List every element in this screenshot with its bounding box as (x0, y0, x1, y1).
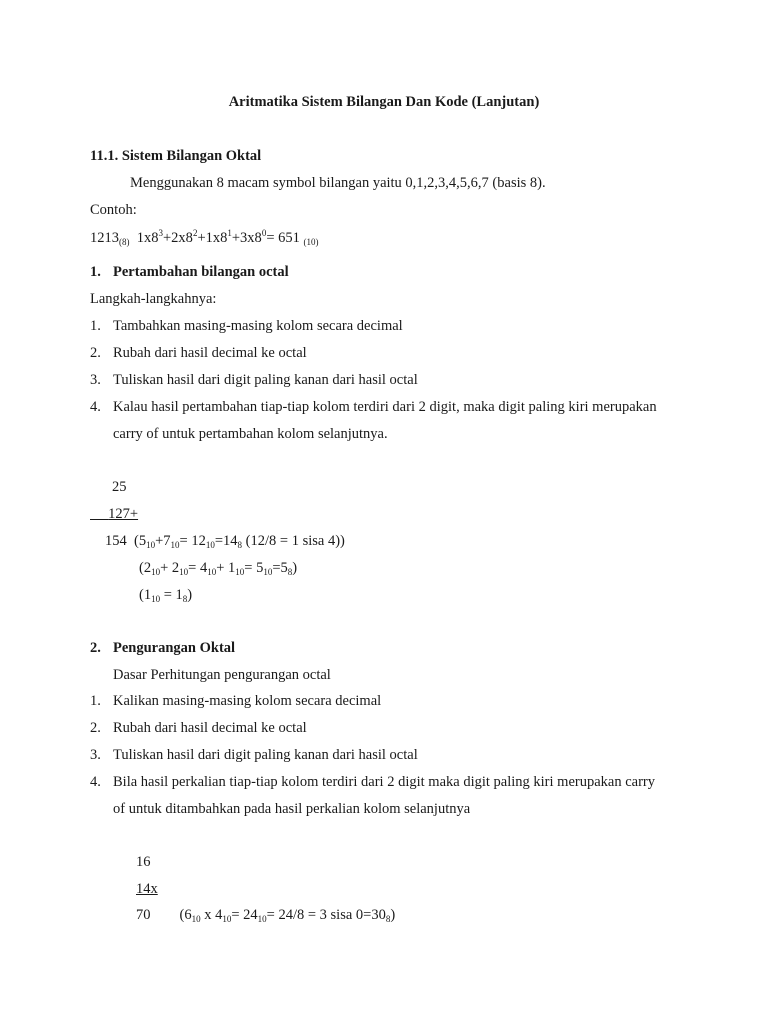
formula-term-3: +1x8 (197, 230, 228, 246)
page-title: Aritmatika Sistem Bilangan Dan Kode (Lanjutan) (228, 94, 540, 110)
subtraction-step (90, 746, 418, 764)
subtraction-heading (90, 639, 235, 657)
addition-operand-bottom-text: 127+ (108, 506, 139, 522)
calc-text: = 24 (231, 907, 258, 923)
formula-equals: = 651 (266, 230, 300, 246)
calc-sub: 10 (257, 914, 267, 924)
calc-sub: 10 (170, 540, 180, 550)
formula-term-1: 1x8 (136, 230, 159, 246)
calc-sub: 10 (151, 567, 161, 577)
example-label: Contoh: (90, 202, 137, 218)
step-number: 3. (90, 747, 101, 763)
step-text: Tambahkan masing-masing kolom secara decimal (113, 318, 403, 334)
formula-exp-3: 1 (227, 228, 232, 238)
step-number: 4. (90, 774, 101, 790)
formula-exp-1: 3 (158, 228, 163, 238)
subtraction-step-continuation: of untuk ditambahkan pada hasil perkalian kolom selanjutnya (113, 801, 471, 817)
calc-sub: 10 (151, 594, 161, 604)
calc-text: + 2 (160, 560, 180, 576)
calc-text: ) (390, 907, 396, 923)
addition-operand-top: 25 (112, 479, 127, 495)
calc-text: ) (187, 587, 193, 603)
calc-sub: 10 (263, 567, 273, 577)
calc-text: (12/8 = 1 sisa 4)) (245, 533, 345, 549)
calc-text: =14 (214, 533, 238, 549)
subtraction-result-line (136, 906, 395, 924)
calc-text: = 24/8 = 3 sisa 0=30 (266, 907, 386, 923)
calc-text: (5 (134, 533, 147, 549)
addition-result: 154 (105, 533, 127, 549)
section-heading: 11.1. Sistem Bilangan Oktal (90, 148, 262, 164)
calc-sub: 8 (182, 594, 188, 604)
calc-sub: 8 (237, 540, 243, 550)
step-number: 1. (90, 693, 101, 709)
addition-operand-bottom (90, 505, 138, 523)
calc-text: = 1 (163, 587, 183, 603)
formula-term-2: +2x8 (163, 230, 193, 246)
addition-calc-2 (139, 559, 297, 577)
addition-heading (90, 263, 289, 281)
step-text: Rubah dari hasil decimal ke octal (113, 720, 307, 736)
addition-title: Pertambahan bilangan octal (113, 264, 289, 280)
addition-step (90, 344, 307, 362)
step-number: 2. (90, 345, 101, 361)
calc-text: (6 (179, 907, 192, 923)
step-text: Tuliskan hasil dari digit paling kanan dari hasil octal (113, 747, 418, 763)
step-text: Tuliskan hasil dari digit paling kanan dari hasil octal (113, 372, 418, 388)
addition-step (90, 317, 403, 335)
calc-text: + 1 (216, 560, 236, 576)
formula-term-4: +3x8 (231, 230, 262, 246)
calc-text: (2 (139, 560, 152, 576)
calc-text: ) (292, 560, 298, 576)
calc-text: = 12 (179, 533, 206, 549)
calc-sub: 8 (287, 567, 293, 577)
subtraction-step (90, 719, 307, 737)
intro-paragraph: Menggunakan 8 macam symbol bilangan yaitu 0,1,2,3,4,5,6,7 (basis 8). (130, 175, 546, 191)
subtraction-number: 2. (90, 640, 101, 656)
calc-sub: 10 (222, 914, 232, 924)
addition-step (90, 398, 657, 416)
calc-text: (1 (139, 587, 152, 603)
step-text: Rubah dari hasil decimal ke octal (113, 345, 307, 361)
calc-sub: 8 (385, 914, 391, 924)
step-number: 4. (90, 399, 101, 415)
calc-text: = 5 (244, 560, 264, 576)
calc-sub: 10 (235, 567, 245, 577)
formula-rhs-base: (10) (303, 237, 319, 247)
subtraction-basis: Dasar Perhitungan pengurangan octal (113, 667, 331, 683)
subtraction-operand-bottom: 14x (136, 881, 158, 897)
calc-sub: 10 (205, 540, 215, 550)
calc-text: =5 (272, 560, 288, 576)
addition-calc-3 (139, 586, 192, 604)
addition-number: 1. (90, 264, 101, 280)
step-text: Kalikan masing-masing kolom secara decimal (113, 693, 382, 709)
step-text: Bila hasil perkalian tiap-tiap kolom terdiri dari 2 digit maka digit paling kiri merupakan carry (113, 774, 655, 790)
formula-exp-2: 2 (192, 228, 198, 238)
step-text: Kalau hasil pertambahan tiap-tiap kolom terdiri dari 2 digit, maka digit paling kiri merupakan (113, 399, 657, 415)
formula-lhs-base: (8) (119, 237, 130, 247)
subtraction-step (90, 773, 655, 791)
calc-text: = 4 (188, 560, 208, 576)
formula-lhs: 1213 (90, 230, 119, 246)
calc-sub: 10 (207, 567, 217, 577)
calc-sub: 10 (146, 540, 156, 550)
subtraction-result: 70 (136, 907, 151, 923)
addition-result-line (105, 532, 345, 550)
subtraction-step (90, 692, 381, 710)
calc-text: x 4 (204, 907, 223, 923)
step-number: 3. (90, 372, 101, 388)
example-formula (90, 229, 319, 247)
subtraction-title: Pengurangan Oktal (113, 640, 236, 656)
addition-steps-label: Langkah-langkahnya: (90, 291, 217, 307)
addition-step (90, 371, 418, 389)
calc-text: +7 (155, 533, 171, 549)
calc-sub: 10 (179, 567, 189, 577)
formula-exp-4: 0 (261, 228, 267, 238)
step-number: 1. (90, 318, 101, 334)
calc-sub: 10 (191, 914, 201, 924)
addition-step-continuation: carry of untuk pertambahan kolom selanjutnya. (113, 426, 388, 442)
step-number: 2. (90, 720, 101, 736)
subtraction-operand-top: 16 (136, 854, 151, 870)
